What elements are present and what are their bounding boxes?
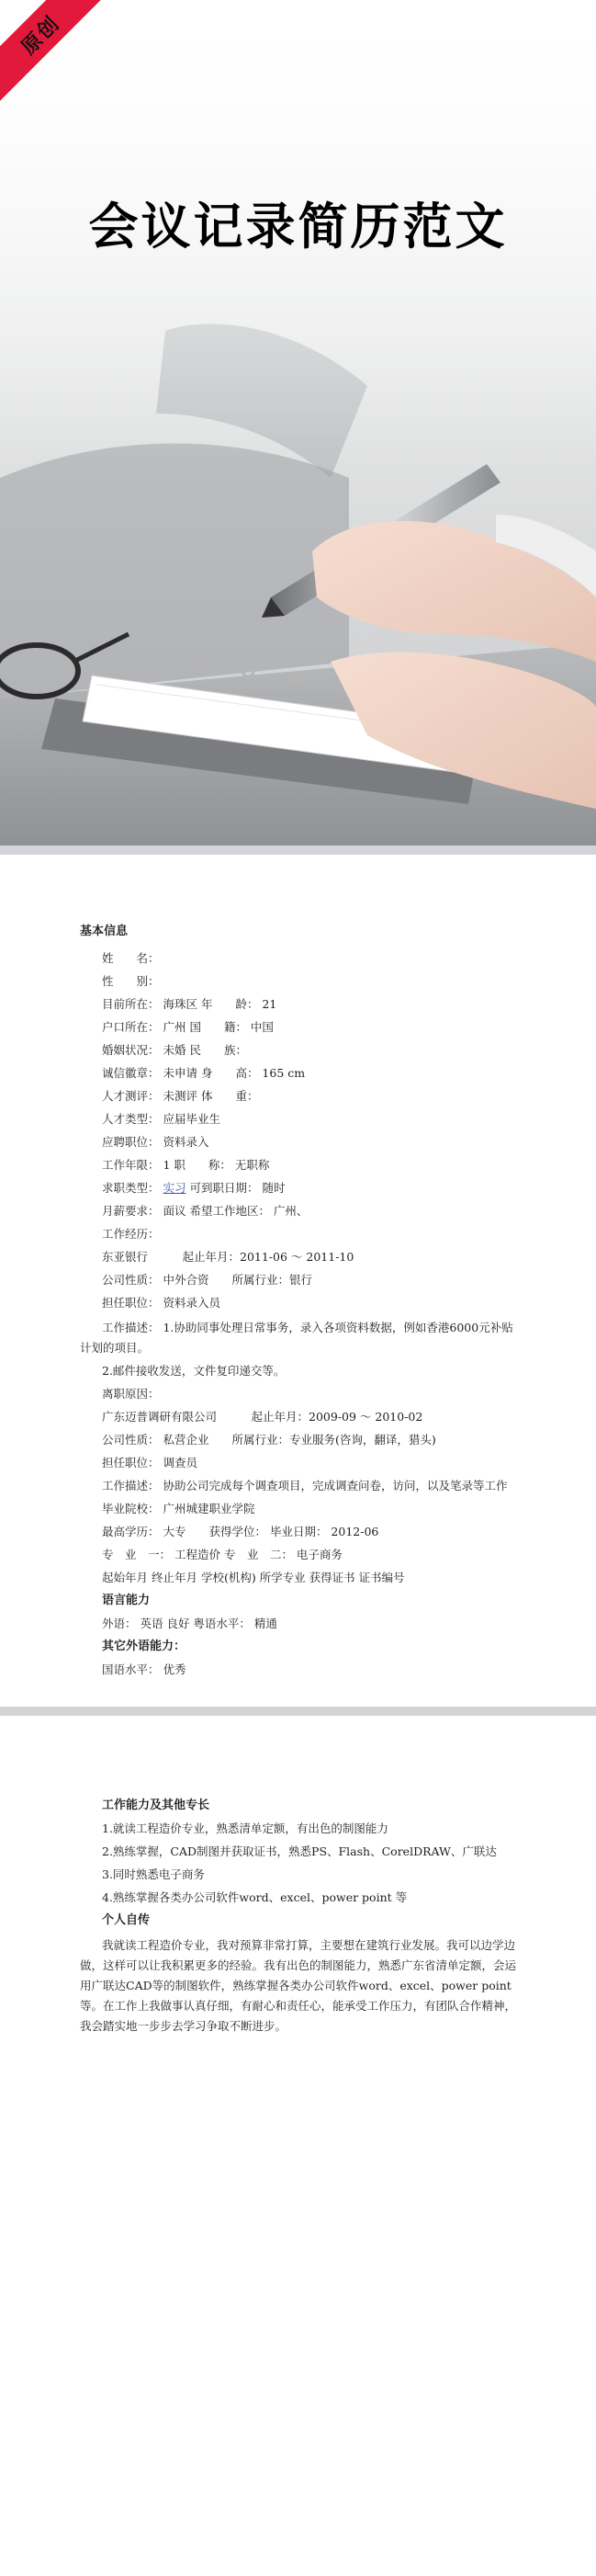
skill-item: 3.同时熟悉电子商务 <box>102 1867 205 1881</box>
cover <box>0 0 596 845</box>
section-divider-1 <box>0 845 596 855</box>
info-line: 毕业院校： 广州城建职业学院 <box>102 1502 255 1515</box>
section-divider-2 <box>0 1707 596 1716</box>
info-line: 起始年月 终止年月 学校(机构) 所学专业 获得证书 证书编号 <box>102 1571 405 1584</box>
language-line: 外语： 英语 良好 粤语水平： 精通 <box>102 1617 277 1630</box>
info-line: 婚姻状况： 未婚 民 族： <box>102 1043 247 1057</box>
self-intro-heading: 个人自传 <box>102 1913 151 1927</box>
info-line: 公司性质： 私营企业 所属行业：专业服务(咨询，翻译，猎头) <box>102 1433 436 1447</box>
info-line: 担任职位： 调查员 <box>102 1456 197 1470</box>
info-line: 担任职位： 资料录入员 <box>102 1296 220 1310</box>
info-line: 姓 名： <box>102 951 160 965</box>
info-line: 工作年限： 1 职 称： 无职称 <box>102 1158 270 1172</box>
info-line: 户口所在： 广州 国 籍： 中国 <box>102 1020 274 1034</box>
info-line: 东亚银行 起止年月：2011-06 ～ 2011-10 <box>102 1250 354 1264</box>
page-title: 会议记录简历范文 <box>88 198 508 255</box>
info-line: 工作描述： 协助公司完成每个调查项目，完成调查问卷，访问，以及笔录等工作 <box>102 1479 508 1492</box>
info-line: 广东迈普调研有限公司 起止年月：2009-09 ～ 2010-02 <box>102 1410 423 1424</box>
info-line: 离职原因： <box>102 1387 160 1401</box>
info-line: 诚信徽章： 未申请 身 高： 165 cm <box>102 1066 306 1080</box>
info-line: 最高学历： 大专 获得学位： 毕业日期： 2012-06 <box>102 1525 379 1538</box>
info-line: 应聘职位： 资料录入 <box>102 1135 209 1149</box>
work-description: 工作描述： 1.协助同事处理日常事务，录入各项资料数据，例如香港6000元补贴计划的项目。 <box>80 1321 513 1355</box>
info-line: 人才测评： 未测评 体 重： <box>102 1089 259 1103</box>
language-heading: 语言能力 <box>102 1594 151 1607</box>
info-line: 人才类型： 应届毕业生 <box>102 1112 220 1126</box>
info-line: 目前所在： 海珠区 年 龄： 21 <box>102 997 277 1011</box>
skills-heading: 工作能力及其他专长 <box>102 1799 210 1812</box>
job-type-suffix: 可到职日期： 随时 <box>186 1181 286 1195</box>
basic-info-heading: 基本信息 <box>80 925 129 938</box>
cover-photo <box>0 0 596 845</box>
other-language-heading: 其它外语能力： <box>102 1640 186 1653</box>
self-intro-text: 我就读工程造价专业，我对预算非常打算，主要想在建筑行业发展。我可以边学边做，这样可以让我积累更多的经验。我有出色的制图能力，熟悉广东省清单定额，会运用广联达CAD等的制图软件，熟练掌握各类办公司软件word、excel、power point 等。在工作上我做事认真仔细，有耐心和责任心，能承受工作压力，有团队合作精神，我会踏实地一步步去学习争取不断进步。 <box>80 1938 517 2033</box>
info-line: 月薪要求： 面议 希望工作地区： 广州、 <box>102 1204 309 1218</box>
internship-link[interactable]: 实习 <box>163 1181 186 1195</box>
skill-item: 1.就读工程造价专业，熟悉清单定额，有出色的制图能力 <box>102 1821 388 1835</box>
job-type-prefix: 求职类型： <box>102 1181 163 1195</box>
info-line: 工作经历： <box>102 1227 160 1241</box>
info-line: 2.邮件接收发送，文件复印递交等。 <box>102 1364 286 1378</box>
badge-text: 原创 <box>17 11 65 60</box>
info-line: 性 别： <box>102 974 160 988</box>
skill-item: 4.熟练掌握各类办公司软件word、excel、power point 等 <box>102 1890 408 1904</box>
skill-item: 2.熟练掌握，CAD制图并获取证书，熟悉PS、Flash、CorelDRAW、广联达 <box>102 1844 497 1858</box>
info-line: 专 业 一： 工程造价 专 业 二： 电子商务 <box>102 1548 343 1561</box>
mandarin-line: 国语水平： 优秀 <box>102 1662 186 1676</box>
job-type-line <box>102 1180 285 1197</box>
info-line: 公司性质： 中外合资 所属行业：银行 <box>102 1273 312 1287</box>
